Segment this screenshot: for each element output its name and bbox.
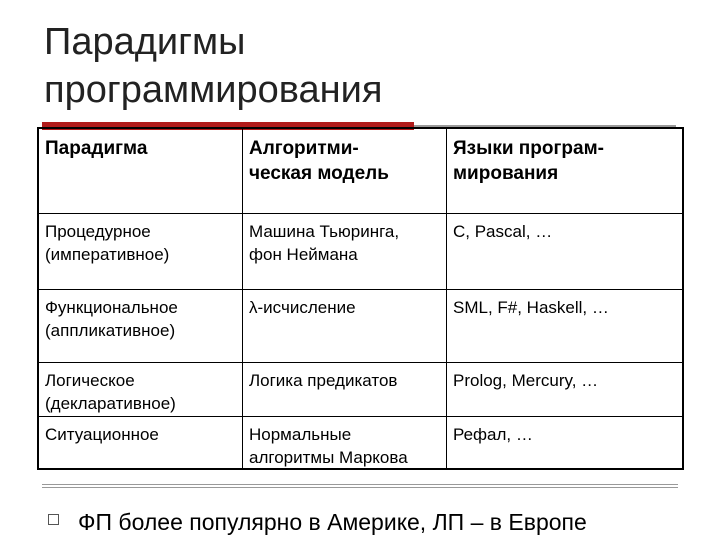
header-model-line-2: ческая модель — [249, 163, 389, 184]
cell-text: Функциональное — [45, 298, 178, 317]
cell-languages — [447, 213, 682, 289]
table-row — [39, 289, 682, 363]
cell-model — [243, 362, 447, 416]
cell-paradigm — [39, 362, 243, 416]
cell-paradigm — [39, 416, 243, 468]
cell-text: Нормальные — [249, 425, 352, 444]
header-languages-line-1: Языки програм- — [453, 138, 604, 159]
cell-languages — [447, 362, 682, 416]
cell-text: Логика предикатов — [249, 371, 398, 390]
cell-text: (императивное) — [45, 245, 170, 264]
header-model-line-1: Алгоритми- — [249, 138, 359, 159]
header-languages — [447, 129, 682, 213]
cell-text: (декларативное) — [45, 394, 176, 413]
cell-text: алгоритмы Маркова — [249, 448, 408, 467]
cell-text: λ-исчисление — [249, 298, 356, 317]
cell-text: Процедурное — [45, 222, 151, 241]
cell-text: фон Неймана — [249, 245, 358, 264]
cell-model — [243, 416, 447, 468]
cell-paradigm — [39, 213, 243, 289]
header-languages-line-2: мирования — [453, 163, 559, 184]
cell-text: SML, F#, Haskell, … — [453, 298, 609, 317]
cell-text: C, Pascal, … — [453, 222, 553, 241]
table-row — [39, 362, 682, 417]
cell-model — [243, 213, 447, 289]
cell-model — [243, 289, 447, 362]
table-row — [39, 213, 682, 290]
footer-divider — [42, 484, 678, 488]
cell-paradigm — [39, 289, 243, 362]
slide-title-line-1: Парадигмы — [44, 21, 246, 63]
cell-text: Логическое — [45, 371, 135, 390]
header-paradigm-text: Парадигма — [45, 138, 148, 159]
cell-text: Машина Тьюринга, — [249, 222, 400, 241]
square-bullet-icon — [48, 514, 59, 525]
footnote-text: ФП более популярно в Америке, ЛП – в Европе — [78, 509, 587, 535]
slide-title — [44, 18, 684, 114]
slide-title-line-2: программирования — [44, 69, 383, 111]
cell-text: Рефал, … — [453, 425, 533, 444]
cell-text: Prolog, Mercury, … — [453, 371, 599, 390]
cell-text: (аппликативное) — [45, 321, 176, 340]
table-row — [39, 416, 682, 468]
header-paradigm — [39, 129, 243, 213]
cell-languages — [447, 416, 682, 468]
cell-text: Ситуационное — [45, 425, 159, 444]
header-model — [243, 129, 447, 213]
cell-languages — [447, 289, 682, 362]
table-header-row — [39, 129, 682, 214]
paradigms-table — [37, 127, 684, 470]
